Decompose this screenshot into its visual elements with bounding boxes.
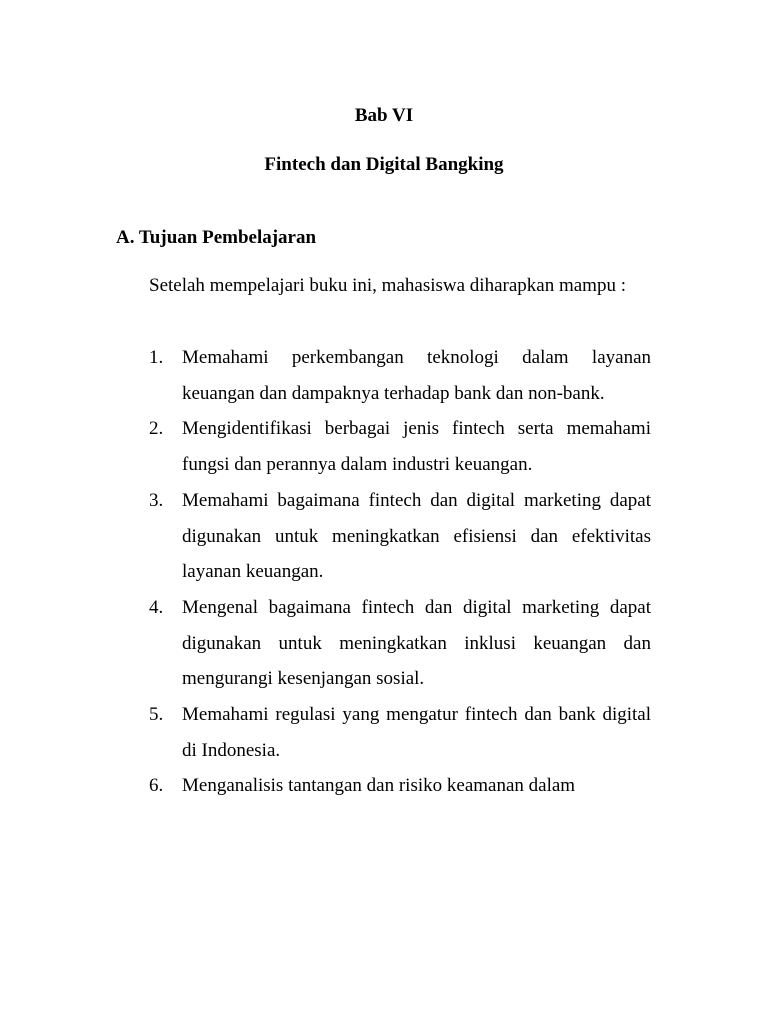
objective-item xyxy=(149,340,651,411)
objective-text: Mengenal bagaimana fintech dan digital marketing dapat digunakan untuk meningkatkan inklusi keuangan dan mengurangi kesenjangan sosial. xyxy=(182,596,651,690)
objective-number: 1. xyxy=(149,347,164,368)
objective-number: 6. xyxy=(149,775,164,797)
objective-number: 3. xyxy=(149,489,164,511)
chapter-number: Bab VI xyxy=(354,105,414,126)
objective-item xyxy=(149,768,651,804)
objective-number: 4. xyxy=(149,596,164,618)
chapter-title: Fintech dan Digital Bangking xyxy=(264,154,504,175)
objective-item xyxy=(149,697,651,768)
objective-text: Menganalisis tantangan dan risiko keamanan dalam xyxy=(182,775,576,797)
objective-number: 5. xyxy=(149,704,164,726)
objectives-list xyxy=(149,340,651,875)
objective-item xyxy=(149,483,651,590)
objective-text: Mengidentifikasi berbagai jenis fintech serta memahami fungsi dan perannya dalam industri keuangan. xyxy=(182,418,651,476)
objective-number: 2. xyxy=(149,418,164,440)
objective-item xyxy=(149,411,651,482)
objective-text: Memahami perkembangan teknologi dalam layanan keuangan dan dampaknya terhadap bank dan non-bank. xyxy=(182,347,651,404)
objective-text: Memahami bagaimana fintech dan digital marketing dapat digunakan untuk meningkatkan efisiensi dan efektivitas layanan keuangan. xyxy=(182,489,651,583)
objective-text: Memahami regulasi yang mengatur fintech dan bank digital di Indonesia. xyxy=(182,704,651,761)
intro-paragraph: Setelah mempelajari buku ini, mahasiswa diharapkan mampu : xyxy=(149,275,626,296)
section-heading: A. Tujuan Pembelajaran xyxy=(116,227,317,248)
objective-item xyxy=(149,590,651,697)
